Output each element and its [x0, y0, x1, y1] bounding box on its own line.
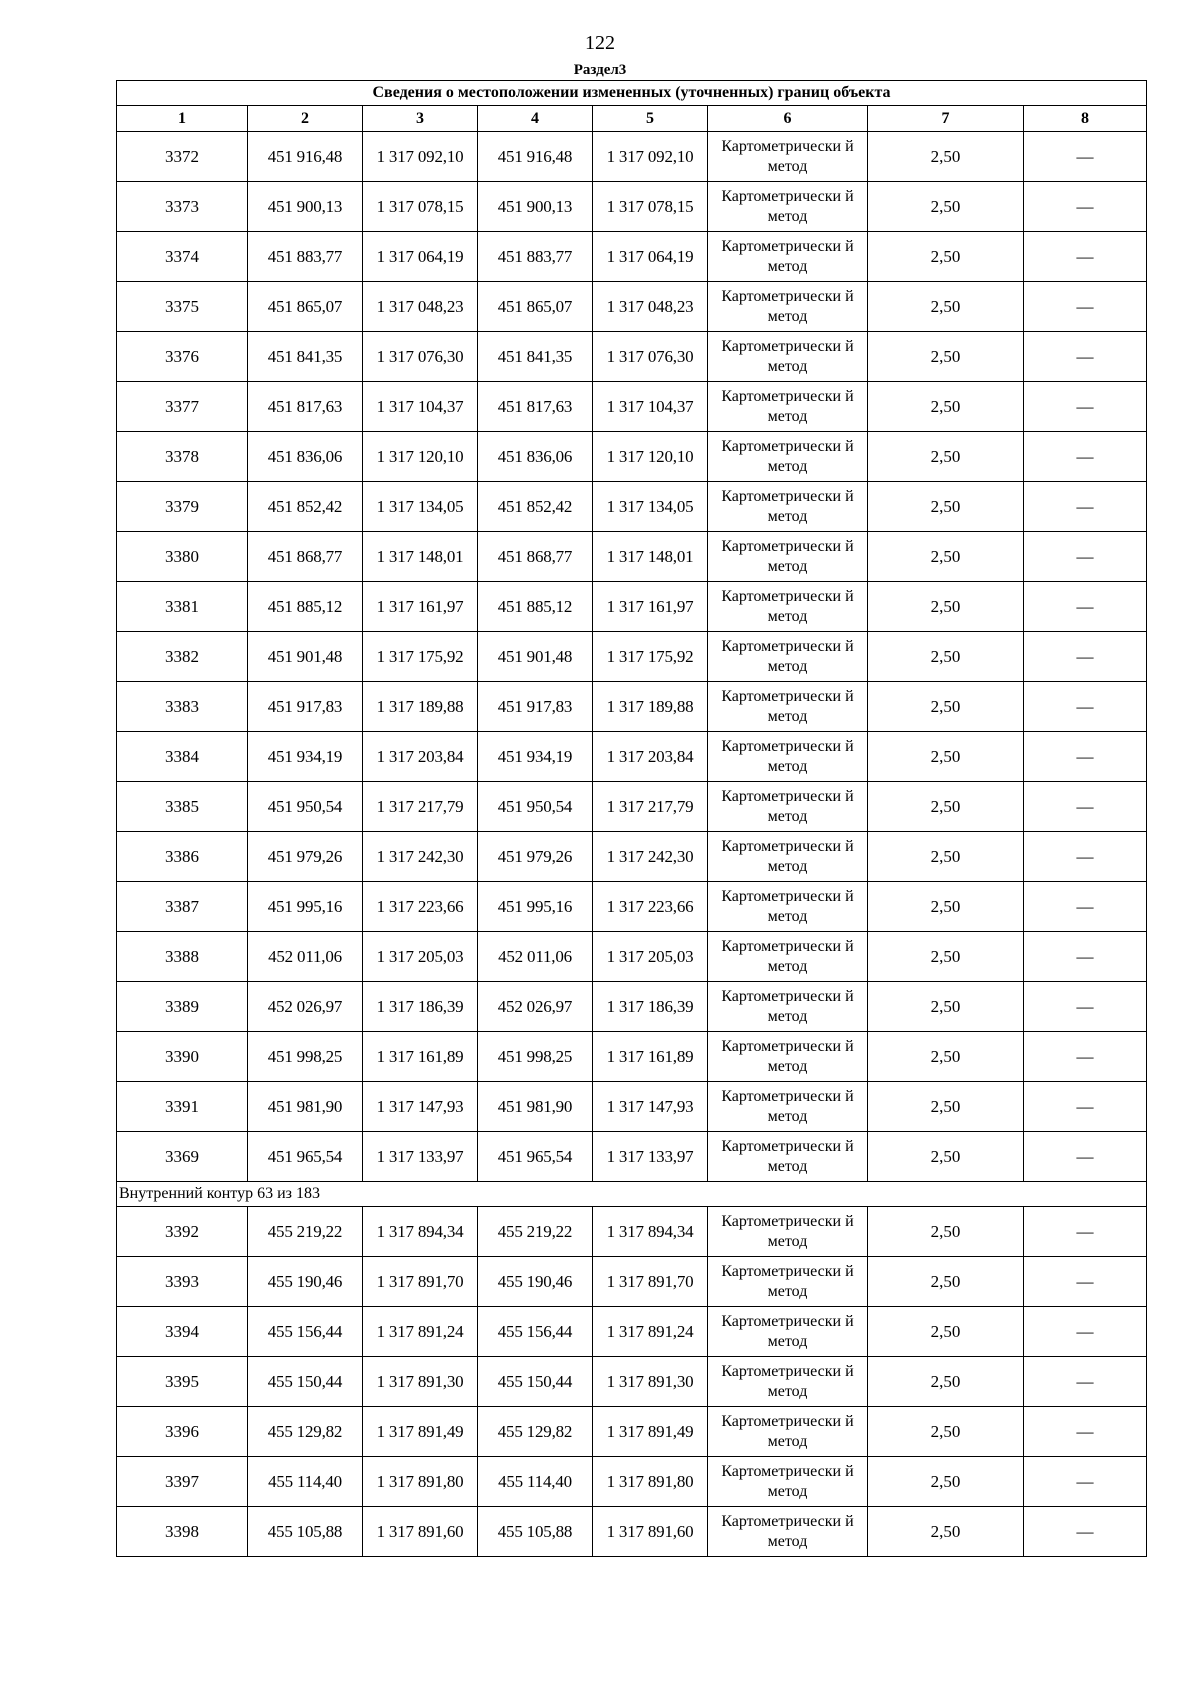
method-cell: Картометрически й метод	[708, 282, 868, 332]
method-cell: Картометрически й метод	[708, 1257, 868, 1307]
accuracy-cell: 2,50	[868, 1257, 1024, 1307]
y-existing-cell: 1 317 092,10	[363, 132, 478, 182]
point-number-cell: 3394	[117, 1307, 248, 1357]
accuracy-cell: 2,50	[868, 1082, 1024, 1132]
x-existing-cell: 451 998,25	[248, 1032, 363, 1082]
x-refined-cell: 455 105,88	[478, 1507, 593, 1557]
x-existing-cell: 451 901,48	[248, 632, 363, 682]
table-row	[117, 1132, 1147, 1182]
accuracy-cell: 2,50	[868, 182, 1024, 232]
x-existing-cell: 455 156,44	[248, 1307, 363, 1357]
x-existing-cell: 451 900,13	[248, 182, 363, 232]
description-cell: —	[1024, 582, 1147, 632]
method-cell: Картометрически й метод	[708, 182, 868, 232]
x-refined-cell: 451 817,63	[478, 382, 593, 432]
method-cell: Картометрически й метод	[708, 382, 868, 432]
y-refined-cell: 1 317 891,80	[593, 1457, 708, 1507]
description-cell: —	[1024, 1082, 1147, 1132]
description-cell: —	[1024, 132, 1147, 182]
accuracy-cell: 2,50	[868, 132, 1024, 182]
description-cell: —	[1024, 332, 1147, 382]
point-number-cell: 3397	[117, 1457, 248, 1507]
x-refined-cell: 451 965,54	[478, 1132, 593, 1182]
y-refined-cell: 1 317 133,97	[593, 1132, 708, 1182]
y-existing-cell: 1 317 175,92	[363, 632, 478, 682]
method-cell: Картометрически й метод	[708, 582, 868, 632]
table-row	[117, 732, 1147, 782]
x-refined-cell: 451 998,25	[478, 1032, 593, 1082]
description-cell: —	[1024, 432, 1147, 482]
column-number-cell: 2	[248, 106, 363, 132]
y-existing-cell: 1 317 891,80	[363, 1457, 478, 1507]
description-cell: —	[1024, 1357, 1147, 1407]
method-cell: Картометрически й метод	[708, 532, 868, 582]
x-refined-cell: 455 129,82	[478, 1407, 593, 1457]
description-cell: —	[1024, 632, 1147, 682]
method-cell: Картометрически й метод	[708, 832, 868, 882]
accuracy-cell: 2,50	[868, 882, 1024, 932]
y-existing-cell: 1 317 203,84	[363, 732, 478, 782]
y-existing-cell: 1 317 120,10	[363, 432, 478, 482]
point-number-cell: 3392	[117, 1207, 248, 1257]
method-cell: Картометрически й метод	[708, 782, 868, 832]
method-cell: Картометрически й метод	[708, 1082, 868, 1132]
x-existing-cell: 451 965,54	[248, 1132, 363, 1182]
accuracy-cell: 2,50	[868, 582, 1024, 632]
y-existing-cell: 1 317 076,30	[363, 332, 478, 382]
x-existing-cell: 451 841,35	[248, 332, 363, 382]
accuracy-cell: 2,50	[868, 1507, 1024, 1557]
description-cell: —	[1024, 182, 1147, 232]
method-cell: Картометрически й метод	[708, 732, 868, 782]
description-cell: —	[1024, 682, 1147, 732]
point-number-cell: 3373	[117, 182, 248, 232]
x-existing-cell: 451 979,26	[248, 832, 363, 882]
point-number-cell: 3391	[117, 1082, 248, 1132]
y-refined-cell: 1 317 175,92	[593, 632, 708, 682]
description-cell: —	[1024, 382, 1147, 432]
x-refined-cell: 451 979,26	[478, 832, 593, 882]
coordinates-table	[116, 80, 1147, 1557]
table-row	[117, 432, 1147, 482]
accuracy-cell: 2,50	[868, 1407, 1024, 1457]
x-existing-cell: 451 865,07	[248, 282, 363, 332]
description-cell: —	[1024, 1407, 1147, 1457]
x-existing-cell: 455 114,40	[248, 1457, 363, 1507]
x-refined-cell: 451 885,12	[478, 582, 593, 632]
table-row	[117, 532, 1147, 582]
y-refined-cell: 1 317 891,24	[593, 1307, 708, 1357]
point-number-cell: 3398	[117, 1507, 248, 1557]
accuracy-cell: 2,50	[868, 482, 1024, 532]
x-refined-cell: 451 981,90	[478, 1082, 593, 1132]
x-existing-cell: 451 981,90	[248, 1082, 363, 1132]
x-refined-cell: 455 114,40	[478, 1457, 593, 1507]
point-number-cell: 3393	[117, 1257, 248, 1307]
x-refined-cell: 451 934,19	[478, 732, 593, 782]
accuracy-cell: 2,50	[868, 732, 1024, 782]
column-number-cell: 8	[1024, 106, 1147, 132]
y-refined-cell: 1 317 203,84	[593, 732, 708, 782]
point-number-cell: 3389	[117, 982, 248, 1032]
x-refined-cell: 451 995,16	[478, 882, 593, 932]
y-existing-cell: 1 317 161,97	[363, 582, 478, 632]
x-refined-cell: 451 917,83	[478, 682, 593, 732]
x-refined-cell: 452 026,97	[478, 982, 593, 1032]
y-refined-cell: 1 317 242,30	[593, 832, 708, 882]
description-cell: —	[1024, 532, 1147, 582]
x-existing-cell: 451 885,12	[248, 582, 363, 632]
accuracy-cell: 2,50	[868, 1307, 1024, 1357]
x-refined-cell: 455 150,44	[478, 1357, 593, 1407]
x-refined-cell: 451 868,77	[478, 532, 593, 582]
y-existing-cell: 1 317 242,30	[363, 832, 478, 882]
y-refined-cell: 1 317 161,89	[593, 1032, 708, 1082]
description-cell: —	[1024, 1457, 1147, 1507]
table-row	[117, 1032, 1147, 1082]
table-row	[117, 982, 1147, 1032]
table-row	[117, 482, 1147, 532]
point-number-cell: 3386	[117, 832, 248, 882]
accuracy-cell: 2,50	[868, 932, 1024, 982]
table-body	[117, 81, 1147, 1557]
table-row	[117, 1507, 1147, 1557]
y-refined-cell: 1 317 120,10	[593, 432, 708, 482]
x-existing-cell: 451 852,42	[248, 482, 363, 532]
y-refined-cell: 1 317 064,19	[593, 232, 708, 282]
method-cell: Картометрически й метод	[708, 632, 868, 682]
method-cell: Картометрически й метод	[708, 232, 868, 282]
y-refined-cell: 1 317 891,30	[593, 1357, 708, 1407]
y-refined-cell: 1 317 048,23	[593, 282, 708, 332]
y-refined-cell: 1 317 223,66	[593, 882, 708, 932]
x-existing-cell: 452 026,97	[248, 982, 363, 1032]
y-existing-cell: 1 317 147,93	[363, 1082, 478, 1132]
description-cell: —	[1024, 1257, 1147, 1307]
accuracy-cell: 2,50	[868, 1457, 1024, 1507]
x-refined-cell: 451 916,48	[478, 132, 593, 182]
x-existing-cell: 455 129,82	[248, 1407, 363, 1457]
x-existing-cell: 451 917,83	[248, 682, 363, 732]
point-number-cell: 3387	[117, 882, 248, 932]
table-row	[117, 182, 1147, 232]
x-existing-cell: 451 950,54	[248, 782, 363, 832]
x-refined-cell: 455 219,22	[478, 1207, 593, 1257]
description-cell: —	[1024, 1132, 1147, 1182]
point-number-cell: 3390	[117, 1032, 248, 1082]
column-number-cell: 7	[868, 106, 1024, 132]
y-refined-cell: 1 317 148,01	[593, 532, 708, 582]
x-existing-cell: 455 150,44	[248, 1357, 363, 1407]
x-existing-cell: 451 995,16	[248, 882, 363, 932]
accuracy-cell: 2,50	[868, 682, 1024, 732]
table-row	[117, 632, 1147, 682]
y-refined-cell: 1 317 076,30	[593, 332, 708, 382]
method-cell: Картометрически й метод	[708, 332, 868, 382]
point-number-cell: 3383	[117, 682, 248, 732]
y-refined-cell: 1 317 891,60	[593, 1507, 708, 1557]
x-existing-cell: 451 916,48	[248, 132, 363, 182]
point-number-cell: 3372	[117, 132, 248, 182]
method-cell: Картометрически й метод	[708, 1407, 868, 1457]
table-row	[117, 832, 1147, 882]
accuracy-cell: 2,50	[868, 332, 1024, 382]
y-refined-cell: 1 317 104,37	[593, 382, 708, 432]
y-existing-cell: 1 317 891,60	[363, 1507, 478, 1557]
y-refined-cell: 1 317 134,05	[593, 482, 708, 532]
x-existing-cell: 452 011,06	[248, 932, 363, 982]
y-existing-cell: 1 317 189,88	[363, 682, 478, 732]
x-refined-cell: 451 836,06	[478, 432, 593, 482]
description-cell: —	[1024, 832, 1147, 882]
y-existing-cell: 1 317 148,01	[363, 532, 478, 582]
point-number-cell: 3382	[117, 632, 248, 682]
contour-heading-row	[117, 1182, 1147, 1207]
table-row	[117, 882, 1147, 932]
section-title: Раздел3	[573, 62, 627, 78]
accuracy-cell: 2,50	[868, 1207, 1024, 1257]
y-existing-cell: 1 317 104,37	[363, 382, 478, 432]
y-existing-cell: 1 317 891,30	[363, 1357, 478, 1407]
point-number-cell: 3381	[117, 582, 248, 632]
column-number-cell: 3	[363, 106, 478, 132]
point-number-cell: 3385	[117, 782, 248, 832]
x-existing-cell: 451 868,77	[248, 532, 363, 582]
table-row	[117, 1207, 1147, 1257]
contour-heading: Внутренний контур 63 из 183	[117, 1182, 1147, 1207]
point-number-cell: 3388	[117, 932, 248, 982]
column-number-cell: 6	[708, 106, 868, 132]
method-cell: Картометрически й метод	[708, 982, 868, 1032]
table-row	[117, 932, 1147, 982]
table-row	[117, 1082, 1147, 1132]
accuracy-cell: 2,50	[868, 1132, 1024, 1182]
method-cell: Картометрически й метод	[708, 1307, 868, 1357]
method-cell: Картометрически й метод	[708, 1507, 868, 1557]
y-existing-cell: 1 317 894,34	[363, 1207, 478, 1257]
description-cell: —	[1024, 1032, 1147, 1082]
y-existing-cell: 1 317 161,89	[363, 1032, 478, 1082]
method-cell: Картометрически й метод	[708, 932, 868, 982]
x-refined-cell: 451 901,48	[478, 632, 593, 682]
x-refined-cell: 451 950,54	[478, 782, 593, 832]
description-cell: —	[1024, 932, 1147, 982]
x-existing-cell: 455 105,88	[248, 1507, 363, 1557]
x-refined-cell: 451 865,07	[478, 282, 593, 332]
x-refined-cell: 451 883,77	[478, 232, 593, 282]
y-refined-cell: 1 317 078,15	[593, 182, 708, 232]
description-cell: —	[1024, 782, 1147, 832]
column-number-row	[117, 106, 1147, 132]
y-existing-cell: 1 317 186,39	[363, 982, 478, 1032]
table-row	[117, 1307, 1147, 1357]
accuracy-cell: 2,50	[868, 532, 1024, 582]
x-refined-cell: 452 011,06	[478, 932, 593, 982]
method-cell: Картометрически й метод	[708, 1457, 868, 1507]
method-cell: Картометрически й метод	[708, 882, 868, 932]
y-existing-cell: 1 317 217,79	[363, 782, 478, 832]
x-refined-cell: 455 190,46	[478, 1257, 593, 1307]
table-row	[117, 582, 1147, 632]
point-number-cell: 3396	[117, 1407, 248, 1457]
table-row	[117, 1407, 1147, 1457]
method-cell: Картометрически й метод	[708, 1032, 868, 1082]
y-existing-cell: 1 317 891,70	[363, 1257, 478, 1307]
y-refined-cell: 1 317 092,10	[593, 132, 708, 182]
method-cell: Картометрически й метод	[708, 482, 868, 532]
accuracy-cell: 2,50	[868, 232, 1024, 282]
table-row	[117, 382, 1147, 432]
accuracy-cell: 2,50	[868, 282, 1024, 332]
y-refined-cell: 1 317 205,03	[593, 932, 708, 982]
x-refined-cell: 451 841,35	[478, 332, 593, 382]
point-number-cell: 3376	[117, 332, 248, 382]
table-caption: Сведения о местоположении измененных (уточненных) границ объекта	[117, 81, 1147, 106]
method-cell: Картометрически й метод	[708, 132, 868, 182]
y-existing-cell: 1 317 134,05	[363, 482, 478, 532]
accuracy-cell: 2,50	[868, 382, 1024, 432]
y-refined-cell: 1 317 147,93	[593, 1082, 708, 1132]
y-refined-cell: 1 317 891,49	[593, 1407, 708, 1457]
x-existing-cell: 455 219,22	[248, 1207, 363, 1257]
description-cell: —	[1024, 982, 1147, 1032]
accuracy-cell: 2,50	[868, 1357, 1024, 1407]
point-number-cell: 3395	[117, 1357, 248, 1407]
x-existing-cell: 451 934,19	[248, 732, 363, 782]
method-cell: Картометрически й метод	[708, 432, 868, 482]
accuracy-cell: 2,50	[868, 432, 1024, 482]
accuracy-cell: 2,50	[868, 632, 1024, 682]
y-existing-cell: 1 317 205,03	[363, 932, 478, 982]
y-refined-cell: 1 317 189,88	[593, 682, 708, 732]
table-row	[117, 1357, 1147, 1407]
table-row	[117, 782, 1147, 832]
accuracy-cell: 2,50	[868, 982, 1024, 1032]
description-cell: —	[1024, 482, 1147, 532]
table-row	[117, 682, 1147, 732]
point-number-cell: 3384	[117, 732, 248, 782]
description-cell: —	[1024, 732, 1147, 782]
x-refined-cell: 455 156,44	[478, 1307, 593, 1357]
table-caption-row	[117, 81, 1147, 106]
y-existing-cell: 1 317 223,66	[363, 882, 478, 932]
method-cell: Картометрически й метод	[708, 1132, 868, 1182]
y-existing-cell: 1 317 078,15	[363, 182, 478, 232]
y-refined-cell: 1 317 217,79	[593, 782, 708, 832]
accuracy-cell: 2,50	[868, 782, 1024, 832]
y-existing-cell: 1 317 891,24	[363, 1307, 478, 1357]
y-existing-cell: 1 317 064,19	[363, 232, 478, 282]
point-number-cell: 3377	[117, 382, 248, 432]
point-number-cell: 3369	[117, 1132, 248, 1182]
y-existing-cell: 1 317 133,97	[363, 1132, 478, 1182]
accuracy-cell: 2,50	[868, 1032, 1024, 1082]
y-refined-cell: 1 317 891,70	[593, 1257, 708, 1307]
table-row	[117, 1457, 1147, 1507]
description-cell: —	[1024, 1307, 1147, 1357]
table-row	[117, 1257, 1147, 1307]
point-number-cell: 3375	[117, 282, 248, 332]
description-cell: —	[1024, 232, 1147, 282]
y-existing-cell: 1 317 891,49	[363, 1407, 478, 1457]
y-refined-cell: 1 317 161,97	[593, 582, 708, 632]
x-existing-cell: 451 836,06	[248, 432, 363, 482]
point-number-cell: 3379	[117, 482, 248, 532]
description-cell: —	[1024, 882, 1147, 932]
method-cell: Картометрически й метод	[708, 1207, 868, 1257]
method-cell: Картометрически й метод	[708, 1357, 868, 1407]
column-number-cell: 1	[117, 106, 248, 132]
y-refined-cell: 1 317 894,34	[593, 1207, 708, 1257]
y-existing-cell: 1 317 048,23	[363, 282, 478, 332]
x-existing-cell: 451 883,77	[248, 232, 363, 282]
accuracy-cell: 2,50	[868, 832, 1024, 882]
page-number: 122	[585, 32, 615, 54]
table-row	[117, 232, 1147, 282]
description-cell: —	[1024, 1507, 1147, 1557]
x-existing-cell: 451 817,63	[248, 382, 363, 432]
table-row	[117, 332, 1147, 382]
y-refined-cell: 1 317 186,39	[593, 982, 708, 1032]
description-cell: —	[1024, 1207, 1147, 1257]
point-number-cell: 3380	[117, 532, 248, 582]
table-row	[117, 282, 1147, 332]
method-cell: Картометрически й метод	[708, 682, 868, 732]
description-cell: —	[1024, 282, 1147, 332]
point-number-cell: 3378	[117, 432, 248, 482]
column-number-cell: 4	[478, 106, 593, 132]
column-number-cell: 5	[593, 106, 708, 132]
point-number-cell: 3374	[117, 232, 248, 282]
x-existing-cell: 455 190,46	[248, 1257, 363, 1307]
x-refined-cell: 451 900,13	[478, 182, 593, 232]
x-refined-cell: 451 852,42	[478, 482, 593, 532]
table-row	[117, 132, 1147, 182]
